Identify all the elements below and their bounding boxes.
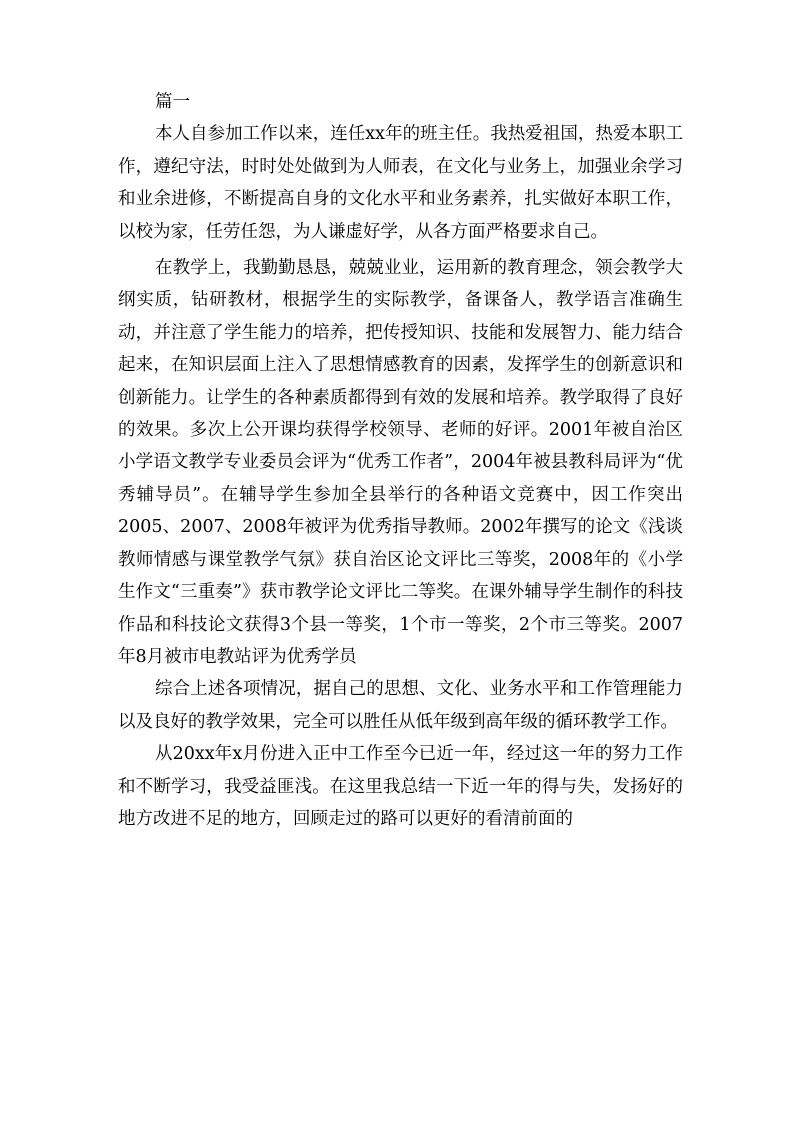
paragraph-1: 本人自参加工作以来，连任xx年的班主任。我热爱祖国，热爱本职工作，遵纪守法，时时处处做到为人师表，在文化与业务上，加强业余学习和业余进修，不断提高自身的文化水平和业务素养，扎实做好本职工作，以校为家，任劳任怨，为人谦虚好学，从各方面严格要求自己。 — [118, 124, 683, 242]
paragraph-3: 综合上述各项情况，据自己的思想、文化、业务水平和工作管理能力以及良好的教学效果，完全可以胜任从低年级到高年级的循环教学工作。 — [118, 679, 683, 732]
document-page — [118, 86, 683, 835]
paragraph-4: 从20xx年x月份进入正中工作至今已近一年，经过这一年的努力工作和不断学习，我受益匪浅。在这里我总结一下近一年的得与失，发扬好的地方改进不足的地方，回顾走过的路可以更好的看清前面的 — [118, 744, 683, 829]
section-heading: 篇一 — [155, 92, 190, 112]
paragraph-2: 在教学上，我勤勤恳恳，兢兢业业，运用新的教育理念，领会教学大纲实质，钻研教材，根据学生的实际教学，备课备人，教学语言准确生动，并注意了学生能力的培养，把传授知识、技能和发展智力、能力结合起来，在知识层面上注入了思想情感教育的因素，发挥学生的创新意识和创新能力。让学生的各种素质都得到有效的发展和培养。教学取得了良好的效果。多次上公开课均获得学校领导、老师的好评。2001年被自治区小学语文教学专业委员会评为“优秀工作者”，2004年被县教科局评为“优秀辅导员”。在辅导学生参加全县举行的各种语文竞赛中，因工作突出2005、2007、2008年被评为优秀指导教师。2002年撰写的论文《浅谈教师情感与课堂教学气氛》获自治区论文评比三等奖，2008年的《小学生作文“三重奏”》获市教学论文评比二等奖。在课外辅导学生制作的科技作品和科技论文获得3个县一等奖，1个市一等奖，2个市三等奖。2007年8月被市电教站评为优秀学员 — [118, 258, 683, 667]
